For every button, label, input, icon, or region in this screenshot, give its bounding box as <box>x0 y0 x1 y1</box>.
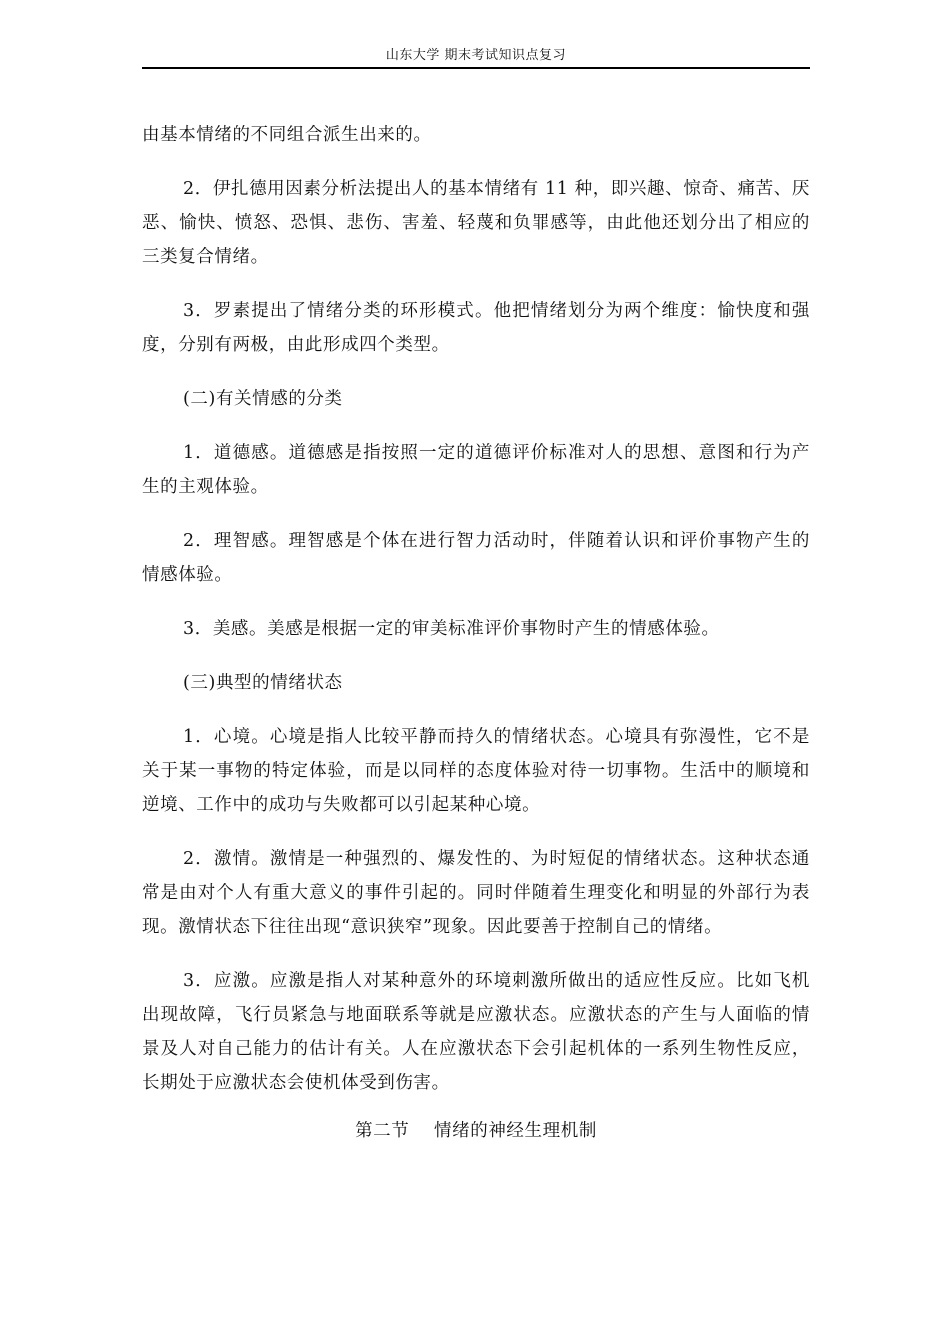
document-body <box>142 118 810 1148</box>
paragraph: 1．心境。心境是指人比较平静而持久的情绪状态。心境具有弥漫性，它不是关于某一事物的特定体验，而是以同样的态度体验对待一切事物。生活中的顺境和逆境、工作中的成功与失败都可以引起某种心境。 <box>142 727 810 815</box>
subsection-heading: (三)典型的情绪状态 <box>183 673 343 693</box>
paragraph: 3．罗素提出了情绪分类的环形模式。他把情绪划分为两个维度：愉快度和强度，分别有两极，由此形成四个类型。 <box>142 301 810 355</box>
subsection-heading: (二)有关情感的分类 <box>183 389 343 409</box>
header-title: 山东大学 期末考试知识点复习 <box>385 48 567 63</box>
paragraph: 由基本情绪的不同组合派生出来的。 <box>142 125 432 145</box>
paragraph: 2．激情。激情是一种强烈的、爆发性的、为时短促的情绪状态。这种状态通常是由对个人有重大意义的事件引起的。同时伴随着生理变化和明显的外部行为表现。激情状态下往往出现“意识狭窄”现象。因此要善于控制自己的情绪。 <box>142 849 810 937</box>
paragraph: 1．道德感。道德感是指按照一定的道德评价标准对人的思想、意图和行为产生的主观体验。 <box>142 443 810 497</box>
page-header <box>142 48 810 69</box>
paragraph: 2．理智感。理智感是个体在进行智力活动时，伴随着认识和评价事物产生的情感体验。 <box>142 531 810 585</box>
paragraph: 3．应激。应激是指人对某种意外的环境刺激所做出的适应性反应。比如飞机出现故障，飞行员紧急与地面联系等就是应激状态。应激状态的产生与人面临的情景及人对自己能力的估计有关。人在应激状态下会引起机体的一系列生物性反应，长期处于应激状态会使机体受到伤害。 <box>142 971 810 1093</box>
section-title: 第二节 情绪的神经生理机制 <box>355 1121 597 1141</box>
paragraph: 2．伊扎德用因素分析法提出人的基本情绪有 11 种，即兴趣、惊奇、痛苦、厌恶、愉快、愤怒、恐惧、悲伤、害羞、轻蔑和负罪感等，由此他还划分出了相应的三类复合情绪。 <box>142 179 810 267</box>
paragraph: 3．美感。美感是根据一定的审美标准评价事物时产生的情感体验。 <box>183 619 720 639</box>
